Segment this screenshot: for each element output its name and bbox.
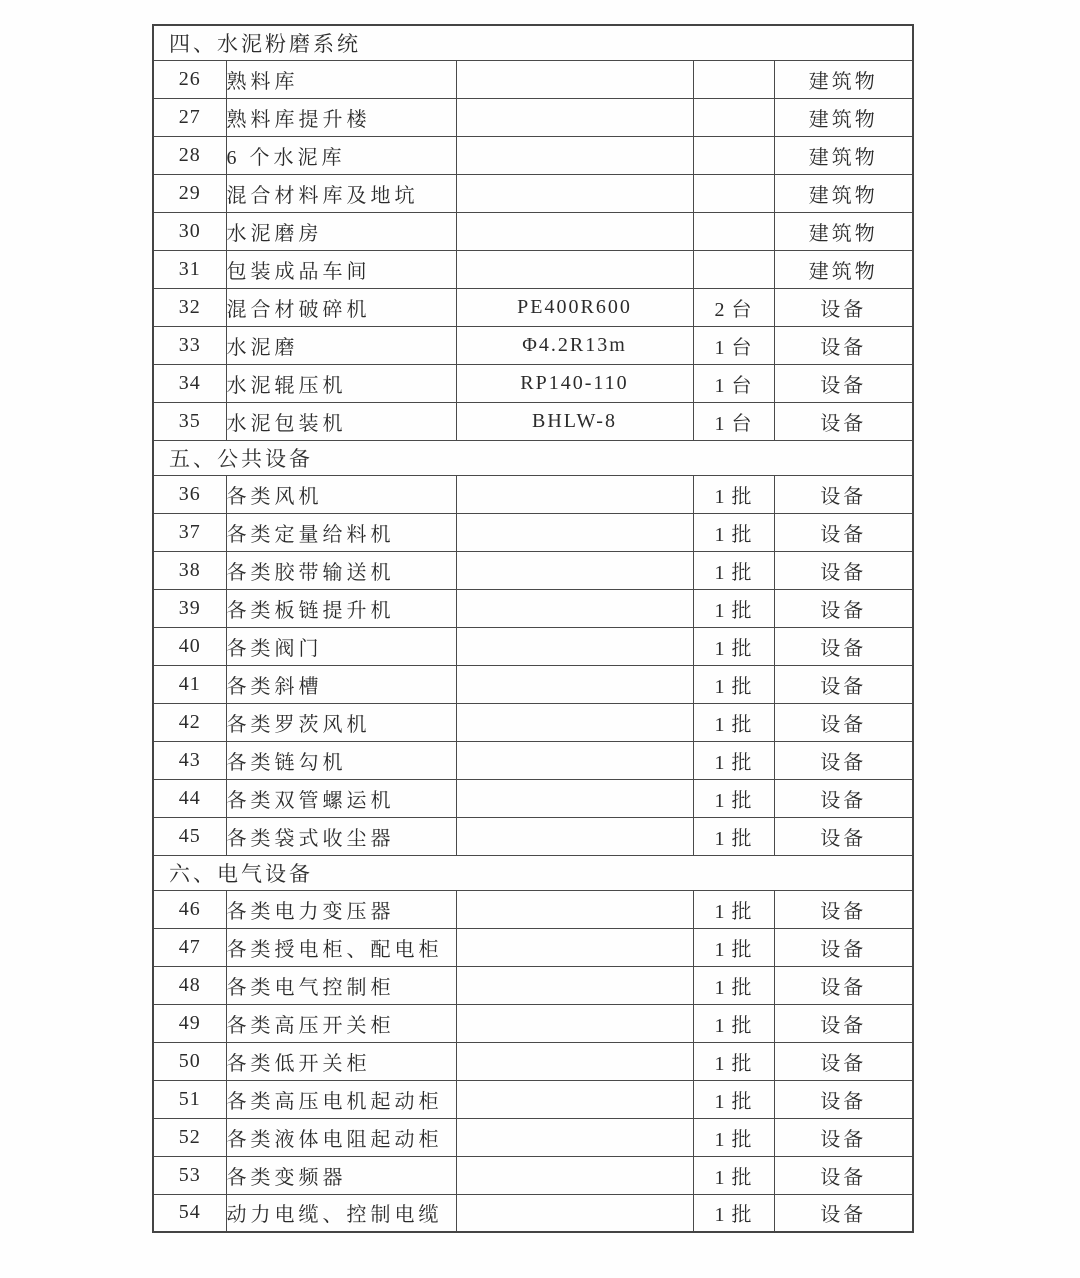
table-row <box>153 212 913 250</box>
table-row <box>153 475 913 513</box>
row-model <box>456 741 693 779</box>
row-qty: 1 批 <box>693 551 774 589</box>
table-row <box>153 1080 913 1118</box>
table-row <box>153 250 913 288</box>
table-row <box>153 741 913 779</box>
table-row <box>153 551 913 589</box>
row-type: 建筑物 <box>774 174 913 212</box>
row-type: 建筑物 <box>774 98 913 136</box>
table-row <box>153 589 913 627</box>
row-name: 各类袋式收尘器 <box>226 817 456 855</box>
row-seq: 39 <box>153 589 226 627</box>
row-model <box>456 817 693 855</box>
row-model <box>456 627 693 665</box>
row-model <box>456 1156 693 1194</box>
row-seq: 41 <box>153 665 226 703</box>
row-qty: 1 台 <box>693 364 774 402</box>
row-model <box>456 665 693 703</box>
row-model <box>456 1118 693 1156</box>
table-row <box>153 136 913 174</box>
table-row <box>153 288 913 326</box>
row-model <box>456 174 693 212</box>
row-seq: 54 <box>153 1194 226 1232</box>
row-type: 设备 <box>774 966 913 1004</box>
row-type: 设备 <box>774 1042 913 1080</box>
section-title: 五、公共设备 <box>153 440 913 475</box>
table-body <box>153 25 913 1232</box>
row-name: 水泥包装机 <box>226 402 456 440</box>
row-type: 建筑物 <box>774 60 913 98</box>
row-qty: 1 批 <box>693 475 774 513</box>
row-seq: 33 <box>153 326 226 364</box>
row-model <box>456 1004 693 1042</box>
table-row <box>153 928 913 966</box>
row-model <box>456 966 693 1004</box>
row-qty: 1 批 <box>693 513 774 551</box>
row-qty <box>693 60 774 98</box>
row-seq: 36 <box>153 475 226 513</box>
table-row <box>153 966 913 1004</box>
row-model <box>456 60 693 98</box>
row-seq: 42 <box>153 703 226 741</box>
row-model <box>456 928 693 966</box>
row-qty: 1 批 <box>693 1118 774 1156</box>
row-seq: 48 <box>153 966 226 1004</box>
row-name: 各类高压电机起动柜 <box>226 1080 456 1118</box>
row-name: 各类罗茨风机 <box>226 703 456 741</box>
row-model <box>456 589 693 627</box>
row-model <box>456 250 693 288</box>
row-qty: 2 台 <box>693 288 774 326</box>
table-row <box>153 1156 913 1194</box>
row-name: 各类电气控制柜 <box>226 966 456 1004</box>
row-type: 建筑物 <box>774 250 913 288</box>
table-row <box>153 513 913 551</box>
row-type: 设备 <box>774 928 913 966</box>
equipment-table <box>152 24 914 1233</box>
table-row <box>153 627 913 665</box>
row-model <box>456 551 693 589</box>
row-model: Φ4.2R13m <box>456 326 693 364</box>
row-type: 设备 <box>774 817 913 855</box>
row-model <box>456 212 693 250</box>
row-seq: 27 <box>153 98 226 136</box>
row-name: 水泥磨 <box>226 326 456 364</box>
row-type: 设备 <box>774 551 913 589</box>
row-type: 设备 <box>774 513 913 551</box>
row-model: BHLW-8 <box>456 402 693 440</box>
row-name: 各类电力变压器 <box>226 890 456 928</box>
row-qty <box>693 136 774 174</box>
row-type: 设备 <box>774 779 913 817</box>
row-model <box>456 98 693 136</box>
row-seq: 53 <box>153 1156 226 1194</box>
row-type: 设备 <box>774 1156 913 1194</box>
section-title: 六、电气设备 <box>153 855 913 890</box>
row-model <box>456 1194 693 1232</box>
row-qty <box>693 174 774 212</box>
row-qty <box>693 212 774 250</box>
row-qty: 1 批 <box>693 703 774 741</box>
row-type: 设备 <box>774 703 913 741</box>
row-seq: 28 <box>153 136 226 174</box>
table-row <box>153 1004 913 1042</box>
row-type: 建筑物 <box>774 212 913 250</box>
row-name: 熟料库 <box>226 60 456 98</box>
row-qty: 1 批 <box>693 1042 774 1080</box>
row-qty: 1 批 <box>693 1080 774 1118</box>
row-qty: 1 批 <box>693 1194 774 1232</box>
row-type: 设备 <box>774 589 913 627</box>
table-row <box>153 326 913 364</box>
row-seq: 52 <box>153 1118 226 1156</box>
row-model <box>456 1080 693 1118</box>
row-name: 混合材破碎机 <box>226 288 456 326</box>
row-seq: 30 <box>153 212 226 250</box>
row-seq: 38 <box>153 551 226 589</box>
row-qty: 1 批 <box>693 589 774 627</box>
row-qty: 1 批 <box>693 627 774 665</box>
row-name: 各类风机 <box>226 475 456 513</box>
table-row <box>153 1194 913 1232</box>
section-header-row <box>153 855 913 890</box>
row-seq: 47 <box>153 928 226 966</box>
row-type: 设备 <box>774 1194 913 1232</box>
row-type: 设备 <box>774 665 913 703</box>
row-name: 各类胶带输送机 <box>226 551 456 589</box>
table-row <box>153 1118 913 1156</box>
row-seq: 50 <box>153 1042 226 1080</box>
row-name: 各类液体电阻起动柜 <box>226 1118 456 1156</box>
table-row <box>153 779 913 817</box>
row-qty <box>693 98 774 136</box>
row-model: RP140-110 <box>456 364 693 402</box>
row-name: 6 个水泥库 <box>226 136 456 174</box>
row-type: 设备 <box>774 1118 913 1156</box>
row-seq: 49 <box>153 1004 226 1042</box>
row-seq: 46 <box>153 890 226 928</box>
section-header-row <box>153 25 913 60</box>
row-seq: 45 <box>153 817 226 855</box>
row-model <box>456 1042 693 1080</box>
row-model <box>456 703 693 741</box>
row-seq: 31 <box>153 250 226 288</box>
row-type: 设备 <box>774 741 913 779</box>
row-type: 建筑物 <box>774 136 913 174</box>
table-row <box>153 98 913 136</box>
row-model <box>456 779 693 817</box>
row-seq: 40 <box>153 627 226 665</box>
row-name: 各类板链提升机 <box>226 589 456 627</box>
row-qty: 1 批 <box>693 741 774 779</box>
row-model <box>456 475 693 513</box>
row-model <box>456 513 693 551</box>
row-type: 设备 <box>774 1004 913 1042</box>
row-type: 设备 <box>774 475 913 513</box>
row-name: 各类阀门 <box>226 627 456 665</box>
row-name: 各类低开关柜 <box>226 1042 456 1080</box>
row-seq: 51 <box>153 1080 226 1118</box>
row-name: 各类链勾机 <box>226 741 456 779</box>
row-type: 设备 <box>774 364 913 402</box>
row-seq: 44 <box>153 779 226 817</box>
row-name: 水泥磨房 <box>226 212 456 250</box>
row-seq: 37 <box>153 513 226 551</box>
table-row <box>153 665 913 703</box>
row-qty: 1 台 <box>693 326 774 364</box>
row-qty: 1 批 <box>693 665 774 703</box>
row-seq: 32 <box>153 288 226 326</box>
row-name: 各类变频器 <box>226 1156 456 1194</box>
row-seq: 26 <box>153 60 226 98</box>
row-qty: 1 批 <box>693 966 774 1004</box>
row-name: 水泥辊压机 <box>226 364 456 402</box>
table-row <box>153 364 913 402</box>
row-type: 设备 <box>774 402 913 440</box>
row-type: 设备 <box>774 288 913 326</box>
row-seq: 29 <box>153 174 226 212</box>
row-name: 熟料库提升楼 <box>226 98 456 136</box>
row-seq: 43 <box>153 741 226 779</box>
row-type: 设备 <box>774 890 913 928</box>
row-qty: 1 批 <box>693 1156 774 1194</box>
row-type: 设备 <box>774 627 913 665</box>
table-row <box>153 890 913 928</box>
row-model <box>456 890 693 928</box>
row-qty: 1 批 <box>693 928 774 966</box>
row-name: 动力电缆、控制电缆 <box>226 1194 456 1232</box>
table-row <box>153 703 913 741</box>
row-type: 设备 <box>774 1080 913 1118</box>
row-name: 各类双管螺运机 <box>226 779 456 817</box>
section-header-row <box>153 440 913 475</box>
table-row <box>153 174 913 212</box>
table-row <box>153 402 913 440</box>
row-qty: 1 批 <box>693 779 774 817</box>
table-row <box>153 60 913 98</box>
row-type: 设备 <box>774 326 913 364</box>
row-name: 包装成品车间 <box>226 250 456 288</box>
section-title: 四、水泥粉磨系统 <box>153 25 913 60</box>
row-name: 各类定量给料机 <box>226 513 456 551</box>
table-row <box>153 817 913 855</box>
row-name: 各类斜槽 <box>226 665 456 703</box>
row-qty: 1 批 <box>693 817 774 855</box>
row-model <box>456 136 693 174</box>
row-qty <box>693 250 774 288</box>
row-seq: 34 <box>153 364 226 402</box>
table-row <box>153 1042 913 1080</box>
row-name: 各类授电柜、配电柜 <box>226 928 456 966</box>
row-model: PE400R600 <box>456 288 693 326</box>
row-qty: 1 台 <box>693 402 774 440</box>
row-qty: 1 批 <box>693 1004 774 1042</box>
row-name: 各类高压开关柜 <box>226 1004 456 1042</box>
row-seq: 35 <box>153 402 226 440</box>
row-qty: 1 批 <box>693 890 774 928</box>
row-name: 混合材料库及地坑 <box>226 174 456 212</box>
